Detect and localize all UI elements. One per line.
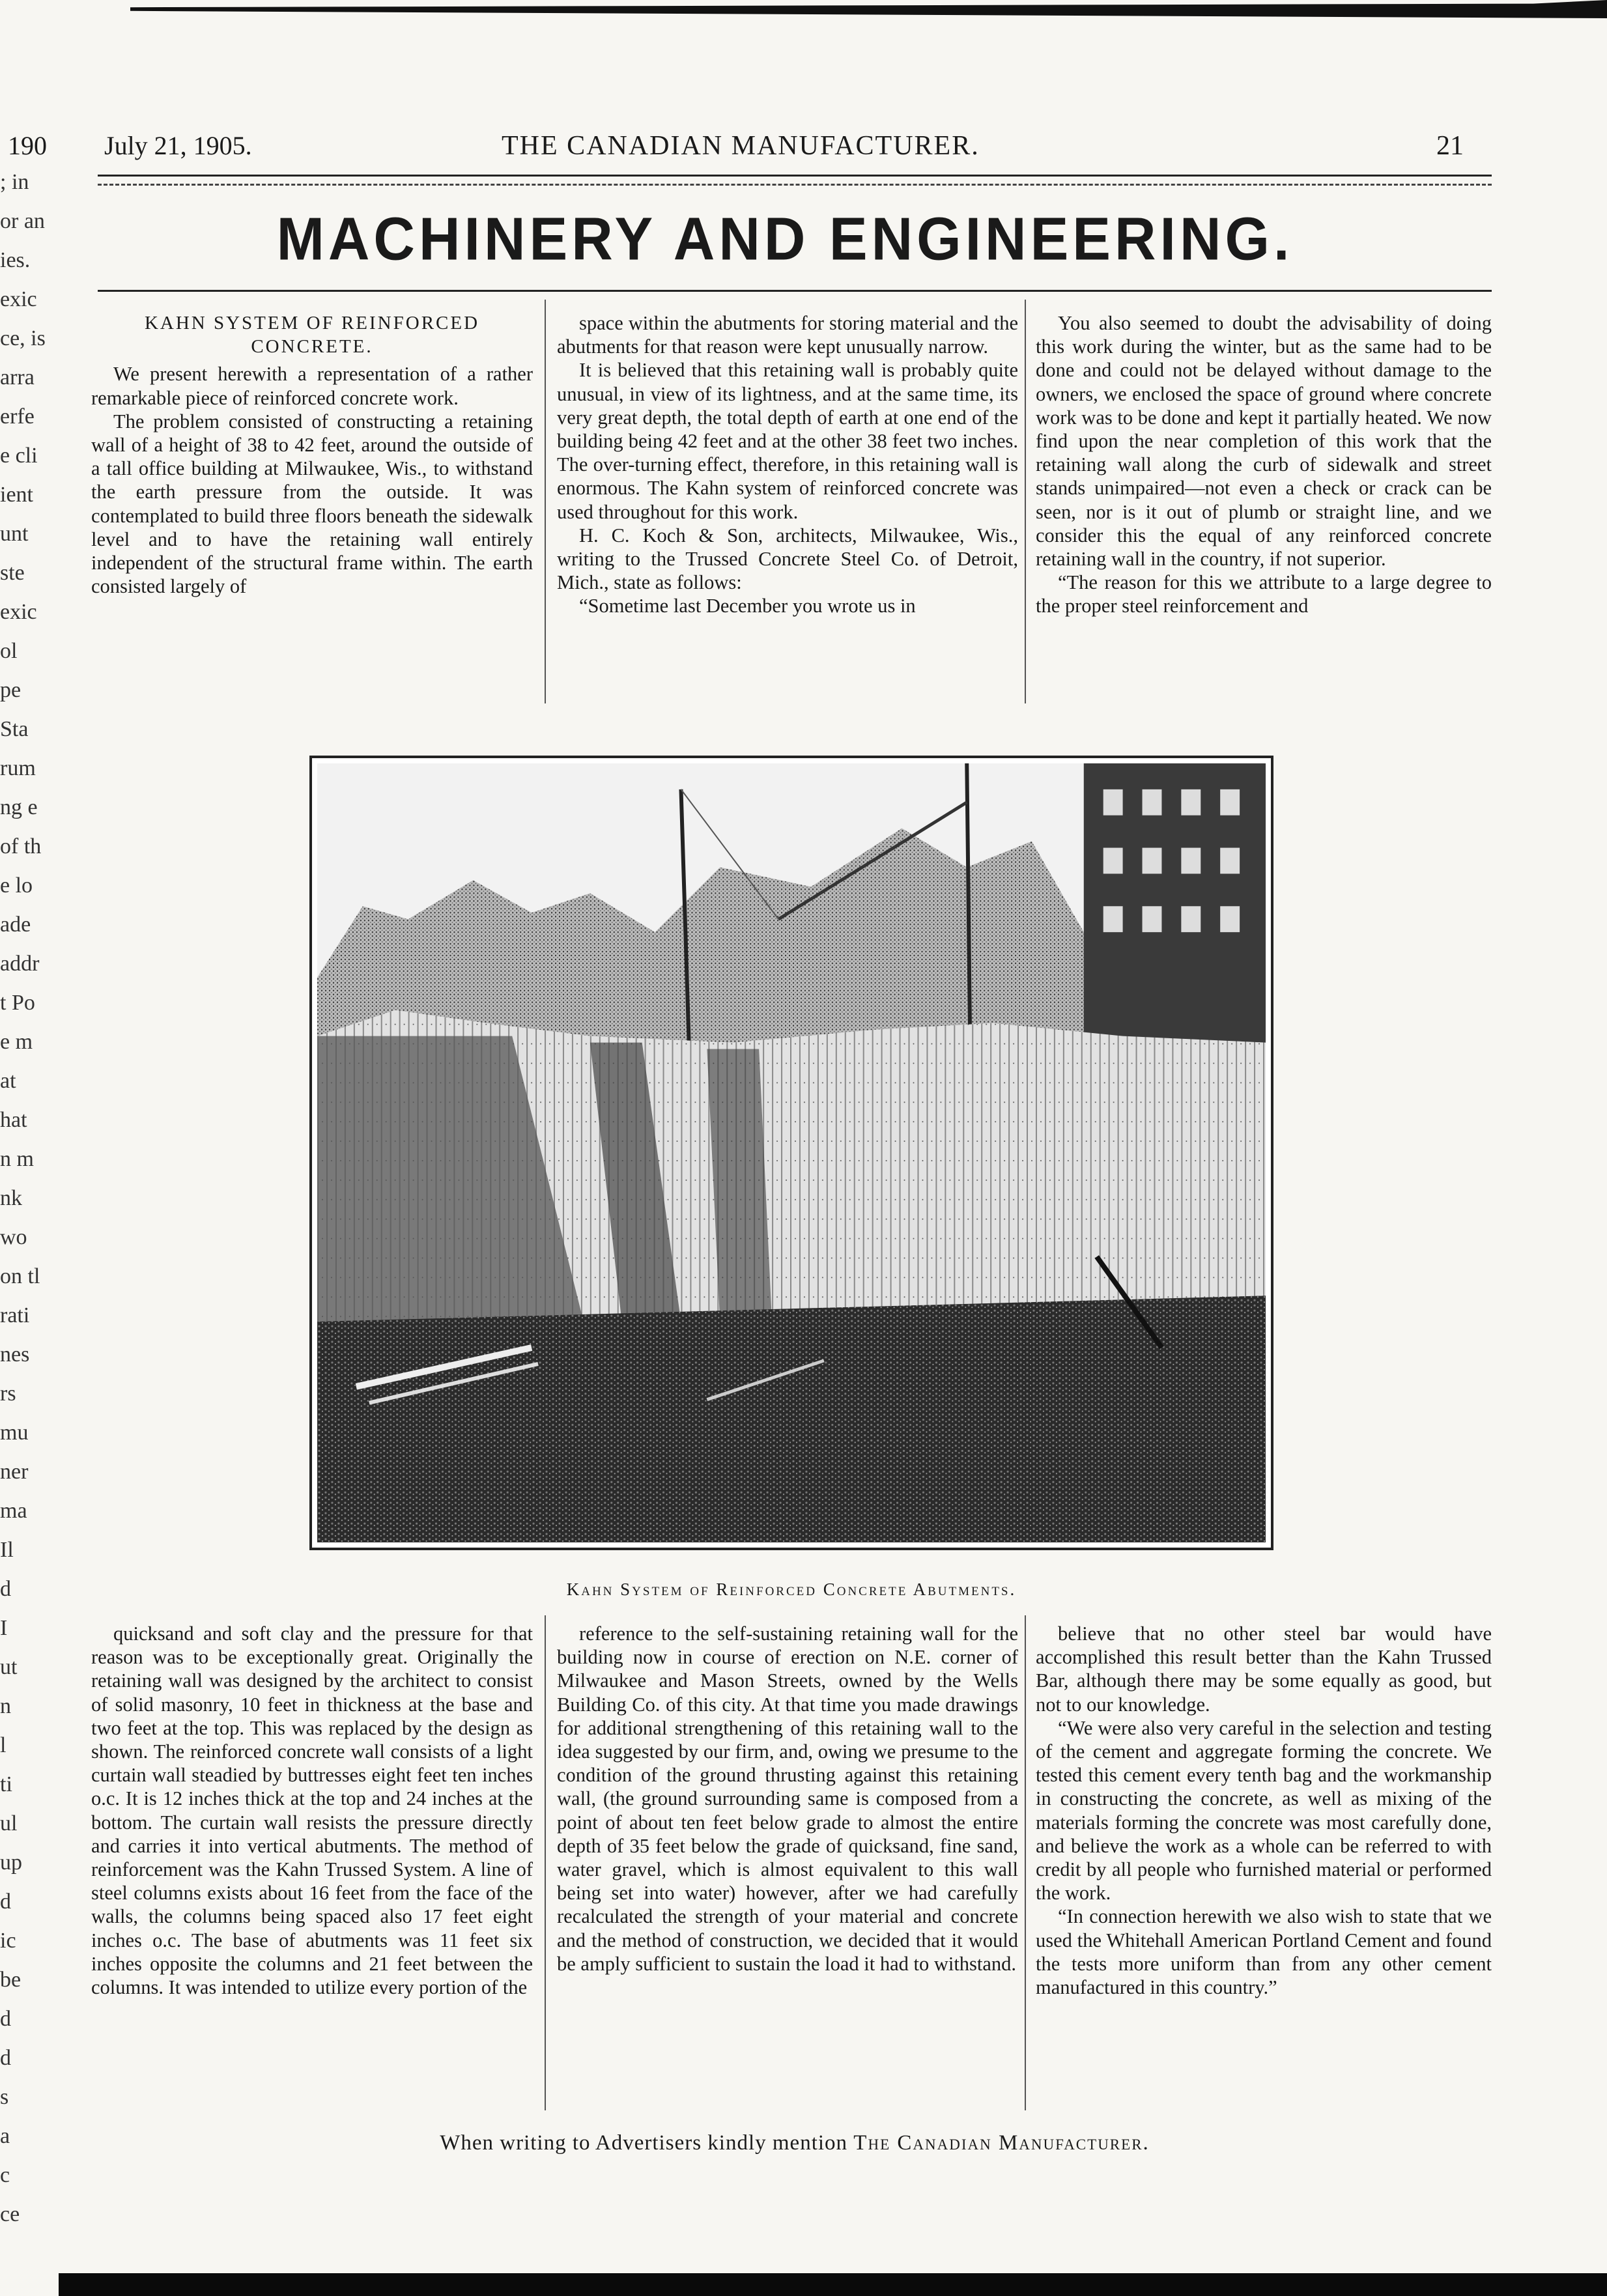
adjacent-page-fragment: d [0,2007,11,2031]
adjacent-page-fragment: ce [0,2202,20,2226]
adjacent-page-fragment: be [0,1968,21,1992]
adjacent-page-fragment: n [0,1694,11,1718]
adjacent-page-fragment: ng e [0,795,38,819]
adjacent-page-fragment: e m [0,1030,33,1054]
adjacent-page-fragment: arra [0,365,35,390]
adjacent-page-fragment: a [0,2124,10,2148]
article-paragraph: “The reason for this we attribute to a large degree to the proper steel reinforcement and [1036,571,1492,617]
article-paragraph: space within the abutments for storing material and the abutments for that reason were kept unusually narrow. [557,312,1018,358]
header-rule [98,175,1492,177]
adjacent-page-fragment: nk [0,1186,22,1210]
article-paragraph: “In connection herewith we also wish to state that we used the Whitehall American Portland Cement and found the tests more uniform than from any other cement manufactured in this country.” [1036,1905,1492,1999]
adjacent-page-fragment: ade [0,913,31,937]
adjacent-page-fragment: ma [0,1499,27,1523]
adjacent-page-fragment: Il [0,1538,14,1562]
article-paragraph: The problem consisted of constructing a retaining wall of a height of 38 to 42 feet, around the outside of a tall office building at Milwaukee, Wis., to withstand the earth pressure from the outside. It was contemplated to build three floors beneath the sidewalk level and to have the retaining wall entirely independent of the structural frame within. The earth consisted largely of [91,410,533,598]
adjacent-page-fragment: ies. [0,248,31,272]
adjacent-page-fragment: exic [0,600,37,624]
adjacent-page-fragment: addr [0,952,40,976]
adjacent-page-fragment: rati [0,1303,30,1327]
article-paragraph: believe that no other steel bar would have accomplished this result better than the Kahn Trussed Bar, although there may be some equally as good, but not to our knowledge. [1036,1623,1492,1716]
column-divider [545,300,546,703]
adjacent-page-fragment: Sta [0,717,29,741]
article-column-3-bottom [1036,1622,1492,1999]
adjacent-page-fragment: e lo [0,873,33,898]
adjacent-page-fragment: at [0,1069,16,1093]
adjacent-page-fragment: ic [0,1929,16,1953]
adjacent-page-fragment: ; in [0,170,29,194]
photo-frame [309,756,1273,1550]
adjacent-page-fragment: ul [0,1811,18,1835]
adjacent-page-fragment: s [0,2085,9,2109]
adjacent-page-fragment: n m [0,1147,34,1171]
article-paragraph: reference to the self-sustaining retaining wall for the building now in course of erection on N.E. corner of Milwaukee and Mason Streets, owned by the Wells Building Co. of this city. At that time you made drawings for additional strengthening of this retaining wall to the idea suggested by our firm, and, owing we presume to the condition of the ground thrusting against this retaining wall, (the ground surrounding same is composed from a point of about ten feet below grade to almost the entire depth of 35 feet below the grade of quicksand, fine sand, water gravel, which is almost equivalent to this wall being set into water) however, after we had carefully recalculated the strength of your material and concrete and the method of construction, we decided that it would be amply sufficient to sustain the load it had to withstand. [557,1623,1018,1975]
adjacent-page-fragment: hat [0,1108,27,1132]
article-paragraph: quicksand and soft clay and the pressure for that reason was to be exceptionally great. Originally the retaining wall was designed by the architect to consist of solid masonry, 10 feet in thickness at the base and two feet at the top. This was replaced by the design as shown. The reinforced concrete wall consists of a light curtain wall steadied by buttresses eight feet ten inches o.c. It is 12 inches thick at the top and 24 inches at the bottom. The curtain wall resists the pressure directly and carries it into vertical abutments. The method of reinforcement was the Kahn Trussed System. A line of steel columns exists about 16 feet from the face of the walls, the columns being spaced also 17 feet eight inches o.c. The base of abutments was 11 feet six inches opposite the columns and 21 feet between the columns. It was intended to utilize every portion of the [91,1623,533,1999]
adjacent-page-fragment: ce, is [0,326,46,350]
article-column-1-top [91,311,533,598]
page-edge-shadow-bottom [59,2273,1607,2296]
adjacent-page-fragment: mu [0,1421,29,1445]
adjacent-page-fragment: e cli [0,444,38,468]
adjacent-page-fragment: or an [0,209,45,233]
adjacent-page-fragment: ient [0,483,33,507]
header-rule-dashed [98,184,1492,186]
adjacent-page-fragment: ut [0,1655,18,1679]
adjacent-page-fragment: erfe [0,404,35,429]
adjacent-page-fragment: d [0,1577,11,1601]
footer-text: When writing to Advertisers kindly mention [440,2131,848,2155]
article-column-1-bottom [91,1622,533,1999]
adjacent-page-fragment: rs [0,1382,16,1406]
adjacent-page-fragment: c [0,2163,10,2187]
footer-publication: The Canadian Manufacturer. [853,2131,1150,2155]
page-edge-shadow-top [130,0,1607,18]
article-paragraph: “Sometime last December you wrote us in [579,595,916,617]
adjacent-page-fragment: of th [0,834,42,858]
adjacent-page-fragment: t Po [0,991,35,1015]
footer-notice [130,2131,1459,2155]
adjacent-page-fragment: d [0,1890,11,1914]
adjacent-page-fragment: l [0,1733,7,1757]
adjacent-page-text-column [0,169,81,2241]
column-divider [1025,1615,1026,2110]
page-number: 21 [1436,131,1464,161]
photo-caption: Kahn System of Reinforced Concrete Abutments. [566,1580,1017,1599]
article-paragraph: We present herewith a representation of a rather remarkable piece of reinforced concrete work. [91,363,533,409]
adjacent-page-fragments [0,169,81,2273]
article-paragraph: You also seemed to doubt the advisability of doing this work during the winter, but as the same had to be done and could not be delayed without damage to the owners, we enclosed the space of ground where concrete work was to be done and kept it partially heated. We now find upon the near completion of this work that the retaining wall along the curb of sidewalk and street stands unimpaired—not even a check or crack can be seen, nor is it out of plumb or straight line, and we consider this the equal of any reinforced concrete retaining wall in the country, if not superior. [1036,312,1492,571]
column-divider [545,1615,546,2110]
article-paragraph: “We were also very careful in the selection and testing of the cement and aggregate forming the concrete. We tested this cement every tenth bag and the workmanship in constructing the concrete, as well as mixing of the materials forming the concrete was most carefully done, and believe the work as a whole can be referred to with credit by all people who furnished material or performed the work. [1036,1716,1492,1905]
article-heading: KAHN SYSTEM OF REINFORCED CONCRETE. [144,313,480,358]
article-paragraph: H. C. Koch & Son, architects, Milwaukee, Wis., writing to the Trussed Concrete Steel Co. of Detroit, Mich., state as follows: [557,524,1018,594]
adjacent-page-fragment: exic [0,287,37,311]
adjacent-page-fragment: pe [0,678,21,702]
adjacent-page-fragment: nes [0,1342,30,1367]
construction-site-photo [317,763,1266,1542]
column-1-top-paragraphs [91,362,533,598]
article-column-3-top [1036,311,1492,618]
title-rule [98,290,1492,292]
adjacent-page-fragment: up [0,1850,22,1875]
adjacent-page-fragment: rum [0,756,36,780]
adjacent-page-fragment: ner [0,1460,29,1484]
adjacent-page-fragment: ste [0,561,25,585]
adjacent-page-fragment: I [0,1616,8,1640]
article-column-2-top [557,311,1018,618]
adjacent-page-fragment: ol [0,639,18,663]
adjacent-folio: 190 [8,131,47,160]
issue-date: July 21, 1905. [104,131,252,160]
journal-title: THE CANADIAN MANUFACTURER. [502,131,980,161]
adjacent-page-fragment: d [0,2046,11,2070]
article-column-2-bottom [557,1622,1018,1976]
article-paragraph: It is believed that this retaining wall is probably quite unusual, in view of its lightness, and at the same time, its very great depth, the total depth of earth at one end of the building being 42 feet and at the other 38 feet two inches. The over-turning effect, therefore, in this retaining wall is enormous. The Kahn system of reinforced concrete was used throughout for this work. [557,359,1018,523]
adjacent-page-fragment: ti [0,1772,12,1796]
column-divider [1025,300,1026,703]
adjacent-page-fragment: wo [0,1225,27,1249]
section-title: MACHINERY AND ENGINEERING. [276,205,1294,273]
adjacent-page-fragment: unt [0,522,29,546]
adjacent-page-fragment: on tl [0,1264,40,1288]
